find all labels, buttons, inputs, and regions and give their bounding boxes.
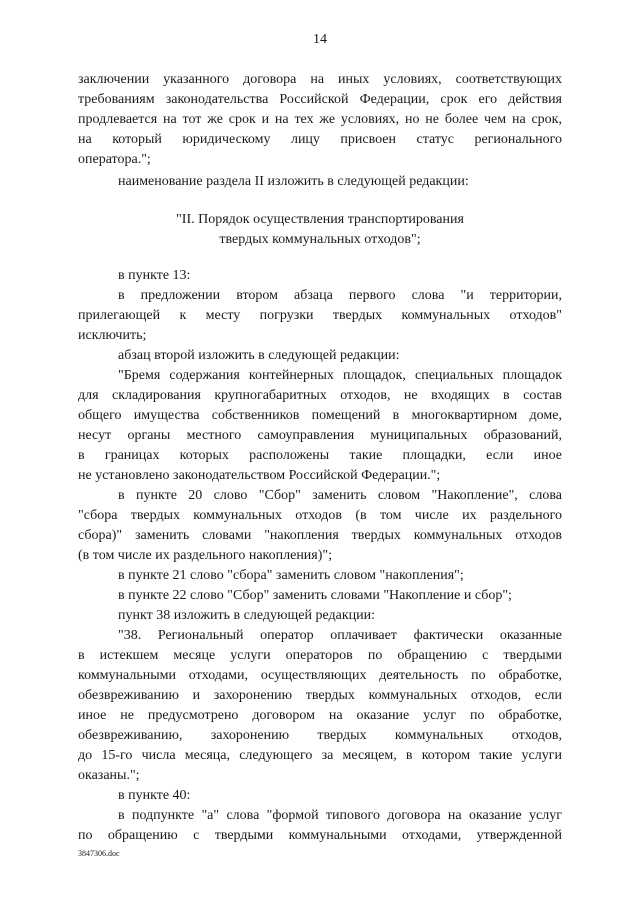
text-line: (в том числе их раздельного накопления)"; [78,548,333,563]
text-line: не установлено законодательством Российской Федерации."; [78,468,441,483]
text-line: по обращению с твердыми коммунальными отходами, утвержденной [78,828,562,843]
text-line: в подпункте "а" слова "формой типового договора на оказание услуг [118,808,562,823]
text-line: в пункте 22 слово "Сбор" заменить словами "Накопление и сбор"; [118,588,512,603]
text-line: коммунальными отходами, осуществляющих деятельность по обработке, [78,668,562,683]
text-line: в пункте 21 слово "сбора" заменить словом "накопления"; [118,568,464,583]
text-line: несут органы местного самоуправления муниципальных образований, [78,428,562,443]
footer-filename: 3847306.doc [78,849,120,858]
text-line: обезвреживанию, захоронению твердых коммунальных отходов, [78,728,562,743]
text-line: наименование раздела II изложить в следующей редакции: [118,174,469,189]
text-line: общего имущества собственников помещений в многоквартирном доме, [78,408,562,423]
text-line: обезвреживанию и захоронению твердых коммунальных отходов, если [78,688,562,703]
document-body [78,70,562,846]
text-line: "сбора твердых коммунальных отходов (в том числе их раздельного [78,508,562,523]
text-line: в границах которых расположены такие площадки, если иное [78,448,562,463]
section-title: "II. Порядок осуществления транспортирования [176,212,464,227]
text-line: оператора."; [78,152,151,167]
text-line: в предложении втором абзаца первого слова "и территории, [118,288,562,303]
text-line: продлевается на тот же срок и на тех же условиях, но не более чем на срок, [78,112,562,127]
section-title: твердых коммунальных отходов"; [219,232,421,247]
text-line: оказаны."; [78,768,140,783]
text-line: в пункте 20 слово "Сбор" заменить словом "Накопление", слова [118,488,562,503]
text-line: пункт 38 изложить в следующей редакции: [118,608,375,623]
page-number: 14 [313,32,327,47]
text-line: до 15-го числа месяца, следующего за месяцем, в котором такие услуги [78,748,562,763]
text-line: на который юридическому лицу присвоен статус регионального [78,132,562,147]
text-line: заключении указанного договора на иных условиях, соответствующих [78,72,562,87]
text-line: для складирования крупногабаритных отходов, не входящих в состав [78,388,562,403]
text-line: в истекшем месяце услуги операторов по обращению с твердыми [78,648,562,663]
text-line: прилегающей к месту погрузки твердых коммунальных отходов" [78,308,562,323]
text-line: исключить; [78,328,147,343]
text-line: "Бремя содержания контейнерных площадок, специальных площадок [118,368,562,383]
text-line: в пункте 13: [118,268,191,283]
text-line: "38. Региональный оператор оплачивает фактически оказанные [118,628,562,643]
text-line: иное не предусмотрено договором на оказание услуг по обработке, [78,708,562,723]
text-line: требованиям законодательства Российской Федерации, срок его действия [78,92,562,107]
text-line: сбора)" заменить словами "накопления твердых коммунальных отходов [78,528,562,543]
text-line: в пункте 40: [118,788,191,803]
text-line: абзац второй изложить в следующей редакции: [118,348,400,363]
